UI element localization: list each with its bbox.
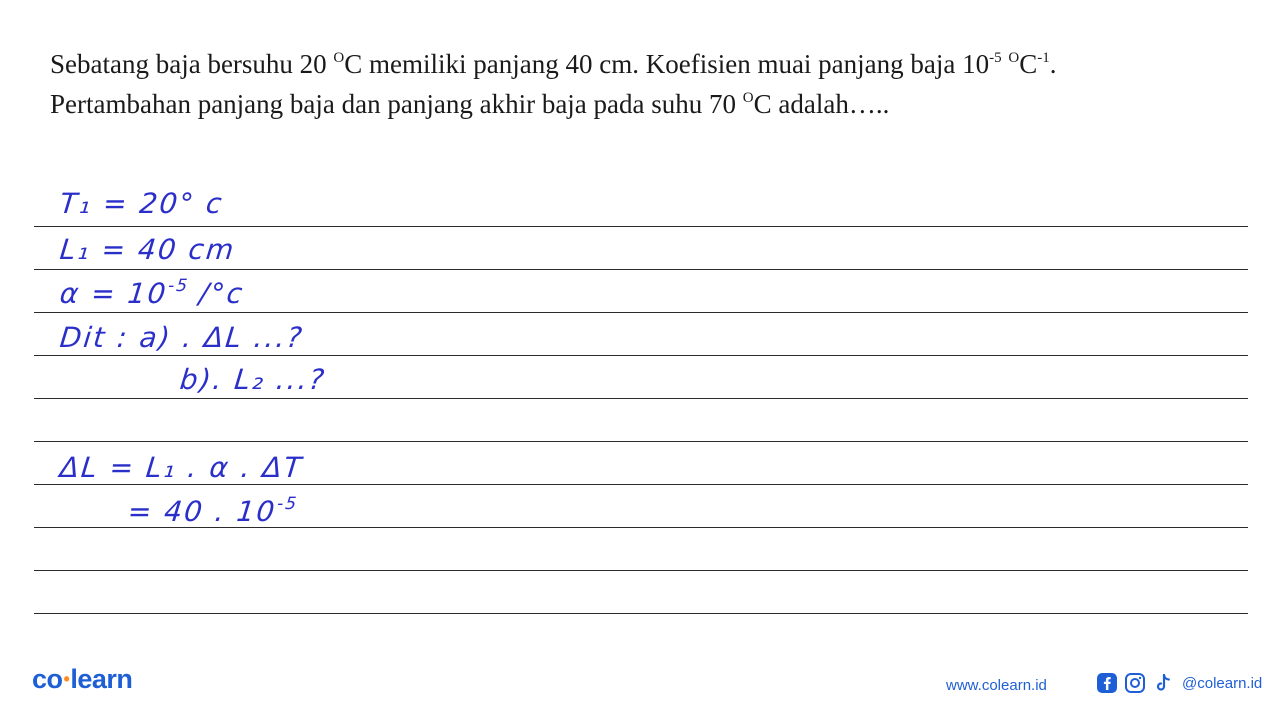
ruled-line	[34, 226, 1248, 227]
social-handle[interactable]: @colearn.id	[1182, 674, 1263, 692]
social-links	[1096, 672, 1262, 694]
ruled-line	[34, 570, 1248, 571]
handwritten-asked-a: Dit : a) . ΔL ...?	[58, 321, 306, 354]
ruled-line	[34, 613, 1248, 614]
handwritten-formula: ΔL = L₁ . α . ΔT	[58, 451, 305, 484]
question-text	[50, 44, 1240, 124]
handwritten-l1: L₁ = 40 cm	[58, 233, 238, 266]
colearn-logo: co•learn	[32, 664, 133, 694]
facebook-icon[interactable]	[1096, 672, 1118, 694]
ruled-line	[34, 269, 1248, 270]
handwritten-substitution: = 40 . $10^{-5}$	[126, 494, 300, 528]
instagram-icon[interactable]	[1124, 672, 1146, 694]
question-line-1: Sebatang baja bersuhu 20 $^O$C memiliki panjang 40 cm. Koefisien muai panjang baja $10^{-5}$ $^OC^{-1}$.	[50, 49, 1057, 79]
website-link[interactable]: www.colearn.id	[946, 677, 1047, 694]
tiktok-icon[interactable]	[1152, 672, 1174, 694]
ruled-line	[34, 441, 1248, 442]
handwritten-t1: T₁ = 20° c	[58, 187, 226, 220]
handwritten-asked-b: b). L₂ ...?	[178, 363, 328, 396]
handwritten-alpha: $\alpha = 10^{-5}$ /°c	[58, 276, 246, 310]
ruled-line	[34, 312, 1248, 313]
ruled-line	[34, 398, 1248, 399]
ruled-line	[34, 355, 1248, 356]
question-line-2: Pertambahan panjang baja dan panjang akhir baja pada suhu 70 $^O$C adalah…..	[50, 89, 890, 119]
ruled-line	[34, 484, 1248, 485]
